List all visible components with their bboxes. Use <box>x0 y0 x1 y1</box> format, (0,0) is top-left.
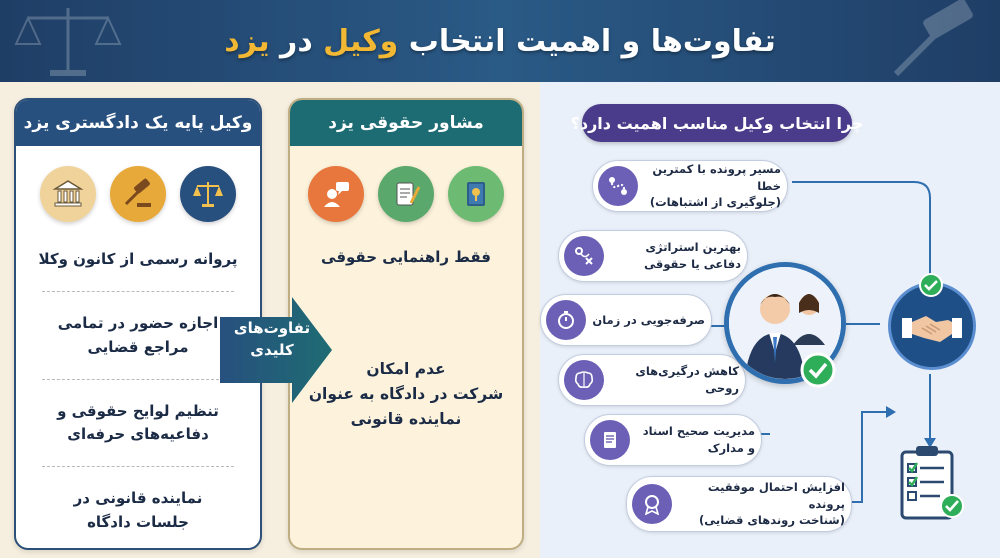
why-title: چرا انتخاب وکیل مناسب اهمیت دارد؟ <box>582 104 852 142</box>
lawyer-item: پروانه رسمی از کانون وکلا <box>38 250 238 268</box>
strategy-icon <box>564 236 604 276</box>
key-differences-label: تفاوت‌های کلیدی <box>233 319 311 359</box>
reason-item: صرفه‌جویی در زمان <box>540 294 712 346</box>
check-badge-icon <box>918 272 944 298</box>
lawyer-item: اجازه حضور در تمامی مراجع قضایی <box>57 314 219 356</box>
title-city: یزد <box>224 23 270 59</box>
route-icon <box>598 166 638 206</box>
divider <box>42 466 234 467</box>
stopwatch-icon <box>546 300 586 340</box>
page-title: تفاوت‌ها و اهمیت انتخاب وکیل در یزد <box>224 23 776 59</box>
lawyer-column-title: وکیل پایه یک دادگستری یزد <box>16 100 260 146</box>
check-badge-icon <box>800 352 836 388</box>
brain-icon <box>564 360 604 400</box>
reason-item: کاهش درگیری‌های روحی <box>558 354 746 406</box>
lawyer-item: نماینده قانونی در جلسات دادگاه <box>73 489 203 531</box>
reason-item: بهترین استراتژی دفاعی یا حقوقی <box>558 230 748 282</box>
checklist-icon <box>896 444 968 522</box>
reason-item: مدیریت صحیح اسناد و مدارک <box>584 414 762 466</box>
scales-icon <box>8 0 128 80</box>
title-highlight: وکیل <box>323 23 399 59</box>
gavel-icon <box>874 0 994 80</box>
gavel-icon <box>110 166 166 222</box>
consultation-icon <box>308 166 364 222</box>
reason-item: مسیر پرونده با کمترین خطا (جلوگیری از اشتباهات) <box>592 160 788 212</box>
divider <box>42 379 234 380</box>
advisor-item: فقط راهنمایی حقوقی <box>321 248 491 266</box>
document-icon <box>590 420 630 460</box>
advisor-column-title: مشاور حقوقی یزد <box>290 100 522 146</box>
book-icon <box>448 166 504 222</box>
award-icon <box>632 484 672 524</box>
scales-icon <box>180 166 236 222</box>
divider <box>42 291 234 292</box>
notepad-icon <box>378 166 434 222</box>
advisor-item: عدم امکان شرکت در دادگاه به عنوان نماینده قانونی <box>308 360 504 428</box>
courthouse-icon <box>40 166 96 222</box>
reason-item: افزایش احتمال موفقیت پرونده (شناخت روندهای قضایی) <box>626 476 852 532</box>
lawyer-item: تنظیم لوایح حقوقی و دفاعیه‌های حرفه‌ای <box>57 401 219 443</box>
header-banner <box>0 0 1000 82</box>
